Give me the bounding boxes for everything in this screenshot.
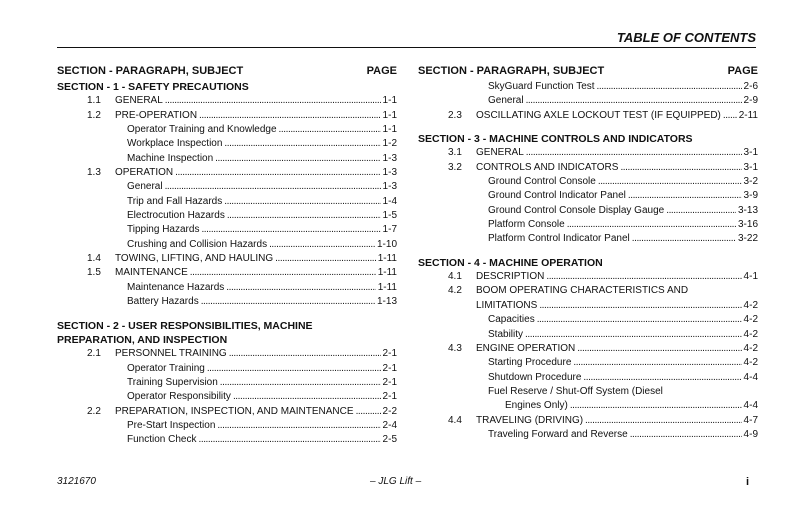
- toc-entry: [418, 270, 758, 284]
- dot-leader: [356, 405, 381, 419]
- dot-leader: [597, 80, 742, 94]
- dot-leader: [201, 295, 375, 309]
- section-heading: SECTION - 3 - MACHINE CONTROLS AND INDICATORS: [418, 133, 693, 146]
- dot-leader: [546, 270, 741, 284]
- entry-title: Function Check: [127, 434, 197, 446]
- entry-page: 3-1: [743, 147, 758, 159]
- entry-page: 2-4: [382, 419, 397, 431]
- entry-page: 4-4: [743, 400, 758, 412]
- paragraph-number: 1.3: [87, 167, 101, 179]
- dot-leader: [539, 299, 741, 313]
- header-rule: [57, 47, 756, 48]
- paragraph-number: 1.1: [87, 95, 101, 107]
- entry-title: Electrocution Hazards: [127, 210, 225, 222]
- entry-title: Tipping Hazards: [127, 224, 200, 236]
- dot-leader: [224, 195, 380, 209]
- entry-page: 1-11: [377, 281, 397, 293]
- toc-entry: [57, 123, 397, 137]
- entry-page: 3-13: [737, 204, 758, 216]
- page-header: PAGE: [727, 65, 758, 77]
- entry-title: GENERAL: [476, 147, 524, 159]
- entry-page: 1-1: [382, 124, 397, 136]
- entry-page: 4-4: [743, 371, 758, 383]
- toc-entry: [57, 238, 397, 252]
- dot-leader: [165, 94, 381, 108]
- entry-title: Shutdown Procedure: [488, 371, 582, 383]
- paragraph-number: 4.4: [448, 414, 462, 426]
- entry-title: Starting Procedure: [488, 357, 572, 369]
- dot-leader: [567, 218, 736, 232]
- toc-entry: [418, 328, 758, 342]
- toc-entry: [418, 94, 758, 108]
- section-heading: SECTION - 4 - MACHINE OPERATION: [418, 256, 603, 269]
- entry-page: 2-2: [382, 405, 397, 417]
- dot-leader: [220, 376, 381, 390]
- entry-page: 2-1: [382, 376, 397, 388]
- entry-title: Fuel Reserve / Shut-Off System (Diesel: [488, 385, 663, 397]
- entry-page: 2-1: [382, 362, 397, 374]
- dot-leader: [201, 223, 380, 237]
- entry-page: 3-9: [743, 190, 758, 202]
- dot-leader: [570, 399, 742, 413]
- dot-leader: [227, 209, 381, 223]
- entry-title: PRE-OPERATION: [115, 109, 198, 121]
- toc-entry: [418, 204, 758, 218]
- toc-entry: [57, 166, 397, 180]
- entry-page: 4-1: [743, 271, 758, 283]
- entry-title: BOOM OPERATING CHARACTERISTICS AND: [476, 285, 689, 297]
- paragraph-number: 3.2: [448, 161, 462, 173]
- entry-page: 1-3: [382, 181, 397, 193]
- toc-entry: [418, 232, 758, 246]
- entry-page: 2-9: [743, 95, 758, 107]
- entry-page: 1-11: [377, 253, 397, 265]
- document-number: 3121670: [57, 476, 96, 487]
- dot-leader: [269, 238, 375, 252]
- toc-list-right: [418, 80, 758, 442]
- dot-leader: [598, 175, 742, 189]
- entry-page: 1-1: [382, 95, 397, 107]
- entry-page: 4-9: [743, 428, 758, 440]
- toc-entry: [57, 390, 397, 404]
- entry-title: Stability: [488, 328, 524, 340]
- toc-entry: [57, 295, 397, 309]
- dot-leader: [217, 419, 380, 433]
- column-header: [57, 64, 397, 79]
- page-header: PAGE: [366, 65, 397, 77]
- toc-entry: [418, 356, 758, 370]
- toc-entry: [418, 189, 758, 203]
- toc-entry: [418, 146, 758, 160]
- footer-brand: – JLG Lift –: [370, 476, 422, 487]
- entry-title: DESCRIPTION: [476, 271, 545, 283]
- paragraph-number: 4.2: [448, 285, 462, 297]
- entry-title: Operator Responsibility: [127, 391, 231, 403]
- entry-title: Workplace Inspection: [127, 138, 223, 150]
- section-heading: SECTION - 1 - SAFETY PRECAUTIONS: [57, 81, 249, 93]
- entry-title: OSCILLATING AXLE LOCKOUT TEST (IF EQUIPPED): [476, 109, 721, 121]
- paragraph-number: 1.4: [87, 253, 101, 265]
- toc-entry: [57, 266, 397, 280]
- toc-entry: [57, 94, 397, 108]
- entry-page: 4-2: [743, 299, 758, 311]
- entry-page: 1-4: [382, 195, 397, 207]
- column-header: [418, 64, 758, 79]
- entry-title: Crushing and Collision Hazards: [127, 238, 268, 250]
- entry-title: Engines Only): [505, 400, 568, 412]
- toc-entry: [418, 414, 758, 428]
- dot-leader: [723, 109, 737, 123]
- entry-page: 3-22: [737, 233, 758, 245]
- paragraph-number: 1.5: [87, 267, 101, 279]
- dot-leader: [526, 146, 742, 160]
- toc-column-left: [57, 64, 397, 448]
- toc-entry: [418, 218, 758, 232]
- dot-leader: [207, 362, 381, 376]
- dot-leader: [573, 356, 741, 370]
- page-number: i: [745, 476, 749, 488]
- dot-leader: [583, 371, 741, 385]
- toc-list-left: [57, 80, 397, 448]
- entry-page: 1-2: [382, 138, 397, 150]
- toc-entry: [418, 161, 758, 175]
- entry-page: 2-1: [382, 348, 397, 360]
- entry-page: 1-5: [382, 210, 397, 222]
- entry-page: 2-11: [738, 109, 758, 121]
- entry-title: Traveling Forward and Reverse: [488, 428, 628, 440]
- dot-leader: [190, 266, 376, 280]
- entry-title: Ground Control Indicator Panel: [488, 190, 626, 202]
- toc-entry: [57, 180, 397, 194]
- dot-leader: [215, 152, 380, 166]
- dot-leader: [585, 414, 742, 428]
- entry-title: CONTROLS AND INDICATORS: [476, 161, 619, 173]
- entry-title: SkyGuard Function Test: [488, 81, 595, 92]
- entry-page: 4-7: [743, 414, 758, 426]
- entry-title: Ground Control Console: [488, 176, 596, 188]
- dot-leader: [233, 390, 381, 404]
- dot-leader: [279, 123, 381, 137]
- entry-title: Machine Inspection: [127, 152, 214, 164]
- dot-leader: [577, 342, 741, 356]
- paragraph-number: 2.3: [448, 109, 462, 121]
- toc-entry: [418, 342, 758, 356]
- dot-leader: [628, 189, 742, 203]
- toc-entry: [418, 175, 758, 189]
- dot-leader: [224, 137, 380, 151]
- entry-page: 1-11: [377, 267, 397, 279]
- toc-entry: [57, 209, 397, 223]
- toc-entry-continued: [418, 284, 758, 298]
- entry-title: Ground Control Console Display Gauge: [488, 204, 665, 216]
- toc-entry: [57, 252, 397, 266]
- entry-page: 1-10: [376, 238, 397, 250]
- entry-page: 4-2: [743, 314, 758, 326]
- paragraph-number: 1.2: [87, 109, 101, 121]
- dot-leader: [198, 433, 380, 447]
- toc-entry: [57, 281, 397, 295]
- dot-leader: [275, 252, 376, 266]
- entry-title: TRAVELING (DRIVING): [476, 414, 584, 426]
- toc-entry: [418, 80, 758, 94]
- toc-entry: [418, 299, 758, 313]
- toc-entry: [418, 371, 758, 385]
- toc-entry: [57, 195, 397, 209]
- entry-title: Platform Console: [488, 219, 565, 231]
- dot-leader: [526, 94, 742, 108]
- toc-entry: [57, 223, 397, 237]
- entry-title: LIMITATIONS: [476, 299, 538, 311]
- subject-header: SECTION - PARAGRAPH, SUBJECT: [418, 65, 605, 77]
- dot-leader: [165, 180, 381, 194]
- dot-leader: [525, 328, 742, 342]
- entry-page: 4-2: [743, 357, 758, 369]
- entry-title: ENGINE OPERATION: [476, 342, 576, 354]
- entry-page: 2-5: [382, 434, 397, 446]
- entry-page: 1-3: [382, 167, 397, 179]
- entry-page: 3-16: [737, 219, 758, 231]
- toc-entry: [57, 362, 397, 376]
- dot-leader: [630, 428, 742, 442]
- dot-leader: [175, 166, 380, 180]
- entry-title: Battery Hazards: [127, 296, 199, 308]
- dot-leader: [620, 161, 741, 175]
- toc-entry: [57, 109, 397, 123]
- entry-title: Platform Control Indicator Panel: [488, 233, 630, 245]
- entry-page: 1-7: [382, 224, 397, 236]
- entry-page: 1-13: [376, 296, 397, 308]
- entry-page: 4-2: [743, 328, 758, 340]
- dot-leader: [666, 204, 736, 218]
- dot-leader: [632, 232, 736, 246]
- entry-title: Maintenance Hazards: [127, 281, 225, 293]
- dot-leader: [537, 313, 742, 327]
- entry-title: Operator Training and Knowledge: [127, 124, 277, 136]
- entry-page: 3-2: [743, 176, 758, 188]
- toc-entry: [418, 428, 758, 442]
- dot-leader: [226, 281, 375, 295]
- section-heading: SECTION - 2 - USER RESPONSIBILITIES, MACHINE PREPARATION, AND INSPECTION: [57, 319, 313, 346]
- entry-title: Pre-Start Inspection: [127, 419, 216, 431]
- entry-page: 1-1: [382, 109, 397, 121]
- entry-title: TOWING, LIFTING, AND HAULING: [115, 253, 274, 265]
- entry-title: Operator Training: [127, 362, 205, 374]
- paragraph-number: 4.1: [448, 271, 462, 283]
- entry-title: Trip and Fall Hazards: [127, 195, 223, 207]
- toc-entry: [57, 137, 397, 151]
- paragraph-number: 3.1: [448, 147, 462, 159]
- toc-entry-continued: [418, 385, 758, 399]
- entry-title: PREPARATION, INSPECTION, AND MAINTENANCE: [115, 405, 354, 417]
- dot-leader: [229, 347, 381, 361]
- toc-entry: [418, 399, 758, 413]
- toc-entry: [418, 313, 758, 327]
- toc-entry: [57, 347, 397, 361]
- toc-entry: [57, 405, 397, 419]
- dot-leader: [199, 109, 381, 123]
- entry-title: GENERAL: [115, 95, 163, 107]
- entry-title: MAINTENANCE: [115, 267, 188, 279]
- toc-entry: [57, 433, 397, 447]
- paragraph-number: 2.2: [87, 405, 101, 417]
- entry-title: Capacities: [488, 314, 535, 326]
- entry-title: OPERATION: [115, 167, 174, 179]
- entry-page: 2-1: [382, 391, 397, 403]
- entry-page: 4-2: [743, 342, 758, 354]
- entry-title: General: [488, 95, 524, 107]
- toc-entry: [57, 152, 397, 166]
- page-title: TABLE OF CONTENTS: [616, 30, 756, 45]
- paragraph-number: 4.3: [448, 342, 462, 354]
- toc-entry: [418, 109, 758, 123]
- entry-title: PERSONNEL TRAINING: [115, 348, 227, 360]
- toc-entry: [57, 419, 397, 433]
- entry-page: 2-6: [743, 81, 758, 92]
- toc-column-right: [418, 64, 758, 442]
- subject-header: SECTION - PARAGRAPH, SUBJECT: [57, 65, 244, 77]
- entry-page: 1-3: [382, 152, 397, 164]
- entry-title: General: [127, 181, 163, 193]
- entry-page: 3-1: [743, 161, 758, 173]
- paragraph-number: 2.1: [87, 348, 101, 360]
- entry-title: Training Supervision: [127, 376, 218, 388]
- toc-entry: [57, 376, 397, 390]
